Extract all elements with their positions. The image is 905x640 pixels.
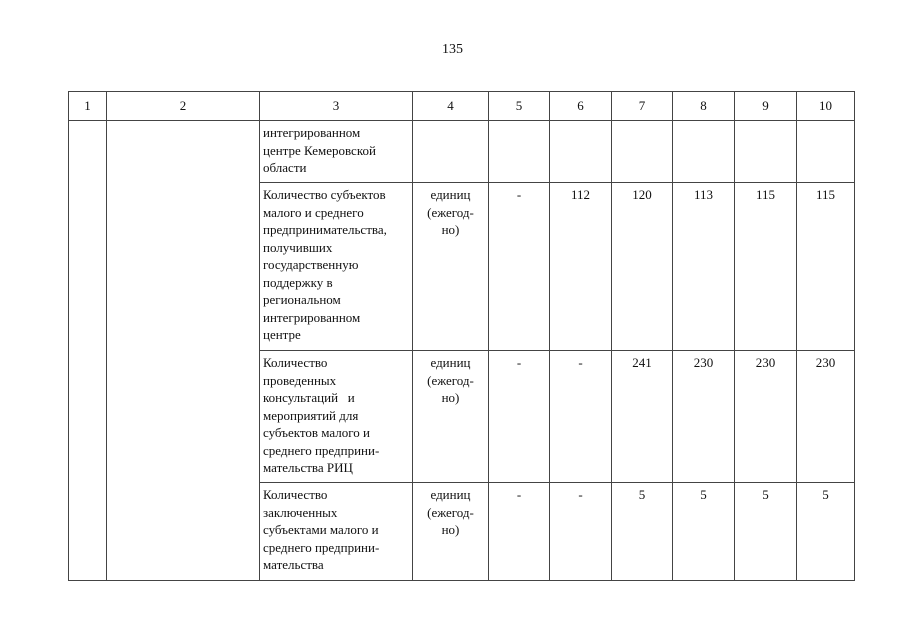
indicator-line: проведенных xyxy=(263,372,337,388)
value-cell-col10: 115 xyxy=(797,183,855,351)
indicator-line: консультаций и xyxy=(263,390,355,405)
value-cell-col8 xyxy=(673,121,735,183)
indicator-line: среднего предприни- xyxy=(263,442,380,458)
header-cell-2: 2 xyxy=(107,92,260,121)
indicator-line: центре Кемеровской xyxy=(263,142,376,158)
value-cell-col9: 5 xyxy=(735,483,797,581)
value-cell-col7: 5 xyxy=(612,483,673,581)
indicator-line: мероприятий для xyxy=(263,407,359,423)
value-cell-col9 xyxy=(735,121,797,183)
unit-line: но) xyxy=(441,222,460,237)
value-cell-col9: 230 xyxy=(735,351,797,483)
value-cell-col8: 5 xyxy=(673,483,735,581)
indicator-line: заключенных xyxy=(263,504,338,520)
table-row xyxy=(69,121,855,183)
value-cell-col9: 115 xyxy=(735,183,797,351)
header-cell-8: 8 xyxy=(673,92,735,121)
header-cell-5: 5 xyxy=(489,92,550,121)
value-cell-col5 xyxy=(489,121,550,183)
value-cell-col7: 241 xyxy=(612,351,673,483)
value-cell-col6: - xyxy=(550,351,612,483)
value-cell-col6: 112 xyxy=(550,183,612,351)
value-cell-col5: - xyxy=(489,183,550,351)
indicator-line: мательства РИЦ xyxy=(263,460,353,475)
indicator-line: Количество субъектов xyxy=(263,187,386,202)
page-number: 135 xyxy=(442,42,463,57)
unit-line: (ежегод- xyxy=(427,372,474,388)
indicator-line: малого и среднего xyxy=(263,204,364,220)
header-cell-4: 4 xyxy=(413,92,489,121)
unit-line: (ежегод- xyxy=(427,504,474,520)
header-row xyxy=(69,92,855,121)
unit-line: единиц xyxy=(430,355,471,370)
unit-line: но) xyxy=(441,522,460,537)
unit-line: единиц xyxy=(430,187,471,202)
value-cell-col6 xyxy=(550,121,612,183)
header-cell-3: 3 xyxy=(260,92,413,121)
indicator-line: центре xyxy=(263,327,301,342)
indicator-line: интегрированном xyxy=(263,309,361,325)
value-cell-col8: 230 xyxy=(673,351,735,483)
indicator-line: среднего предприни- xyxy=(263,539,380,555)
value-cell-col5: - xyxy=(489,351,550,483)
unit-cell xyxy=(413,351,489,483)
value-cell-col5: - xyxy=(489,483,550,581)
unit-line: но) xyxy=(441,390,460,405)
indicator-line: субъектами малого и xyxy=(263,522,379,537)
unit-cell xyxy=(413,483,489,581)
indicator-line: поддержку в xyxy=(263,274,333,290)
value-cell-col10 xyxy=(797,121,855,183)
indicator-line: государственную xyxy=(263,257,359,272)
indicator-cell xyxy=(260,183,413,351)
indicator-line: субъектов малого и xyxy=(263,425,370,440)
indicator-line: области xyxy=(263,160,307,175)
header-cell-6: 6 xyxy=(550,92,612,121)
unit-cell xyxy=(413,121,489,183)
value-cell-col10: 230 xyxy=(797,351,855,483)
column-1-cell xyxy=(69,121,107,581)
header-cell-1: 1 xyxy=(69,92,107,121)
indicator-cell xyxy=(260,483,413,581)
value-cell-col7 xyxy=(612,121,673,183)
indicator-table xyxy=(68,91,855,581)
indicator-line: мательства xyxy=(263,557,324,572)
indicator-line: Количество xyxy=(263,487,328,502)
indicator-line: предпринимательства, xyxy=(263,222,387,237)
header-cell-7: 7 xyxy=(612,92,673,121)
unit-cell xyxy=(413,183,489,351)
value-cell-col8: 113 xyxy=(673,183,735,351)
indicator-line: получивших xyxy=(263,239,333,255)
header-cell-10: 10 xyxy=(797,92,855,121)
indicator-line: Количество xyxy=(263,355,328,370)
unit-line: единиц xyxy=(430,487,471,502)
value-cell-col7: 120 xyxy=(612,183,673,351)
value-cell-col6: - xyxy=(550,483,612,581)
indicator-line: региональном xyxy=(263,292,341,307)
indicator-cell xyxy=(260,351,413,483)
header-cell-9: 9 xyxy=(735,92,797,121)
indicator-cell xyxy=(260,121,413,183)
unit-line: (ежегод- xyxy=(427,204,474,220)
column-2-cell xyxy=(107,121,260,581)
value-cell-col10: 5 xyxy=(797,483,855,581)
indicator-line: интегрированном xyxy=(263,125,361,140)
